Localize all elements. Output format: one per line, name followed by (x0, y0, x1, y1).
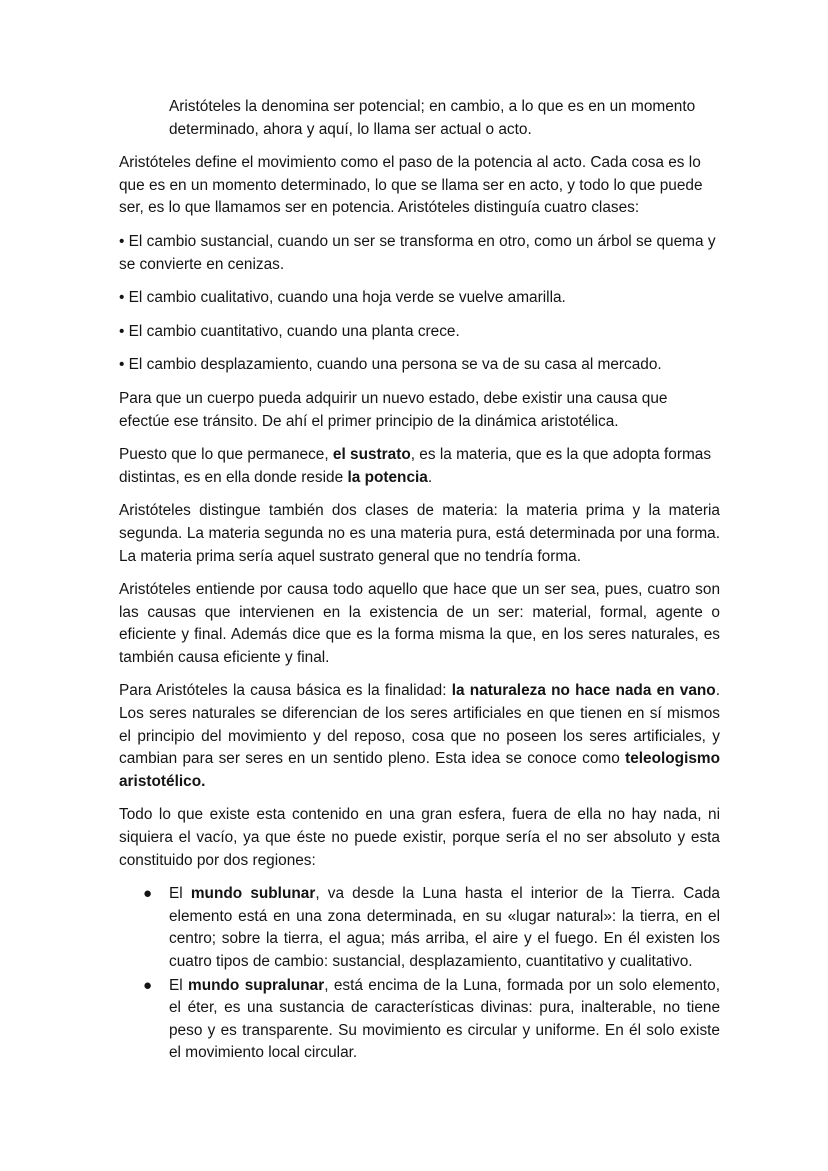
bullet-cambio-cuantitativo: • El cambio cuantitativo, cuando una planta crece. (119, 322, 460, 340)
bold-term-potencia: la potencia (347, 468, 428, 486)
paragraph-causa-transito: Para que un cuerpo pueda adquirir un nuevo estado, debe existir una causa que efectúe ese tránsito. De ahí el primer principio de la dinámica aristotélica. (119, 389, 668, 430)
bold-term-supralunar: mundo supralunar (188, 976, 325, 994)
list-item-supralunar (143, 975, 721, 1065)
paragraph-esfera: Todo lo que existe esta contenido en una gran esfera, fuera de ella no hay nada, ni siquiera el vacío, ya que éste no puede existir, porque sería el no ser absoluto y esta constituido por dos regiones: (119, 806, 720, 869)
text-run: . (427, 468, 433, 486)
list-item-sublunar (143, 883, 720, 973)
text-run: Para Aristóteles la causa básica es la finalidad: (119, 682, 452, 700)
bold-term-teleologismo: teleologismo aristotélico. (119, 750, 720, 790)
text-run: El (169, 976, 189, 994)
bold-term-sublunar: mundo sublunar (190, 885, 316, 903)
text-run: , es la materia, que es la que adopta formas distintas, es en ella donde reside (119, 446, 712, 486)
bullet-dot-icon: ● (143, 976, 153, 994)
regions-list (119, 883, 720, 1065)
bullet-cambio-desplazamiento: • El cambio desplazamiento, cuando una persona se va de su casa al mercado. (119, 356, 662, 374)
bold-term-sustrato: el sustrato (332, 446, 411, 464)
text-run: . Los seres naturales se diferencian de los seres artificiales en que tienen en sí mismos el principio del movimiento y del reposo, cosa que no poseen los seres artificiales, y cambian para ser seres en un sentido pleno. Esta idea se conoce como (119, 682, 720, 768)
text-run: , va desde la Luna hasta el interior de la Tierra. Cada elemento está en una zona determinada, en su «lugar natural»: la tierra, en el centro; sobre la tierra, el agua; más arriba, el aire y el fuego. En él existen los cuatro tipos de cambio: sustancial, desplazamiento, cuantitativo y cualitativo. (169, 885, 720, 970)
paragraph-finalidad (119, 680, 720, 793)
paragraph-causas: Aristóteles entiende por causa todo aquello que hace que un ser sea, pues, cuatro son las causas que intervienen en la existencia de un ser: material, formal, agente o eficiente y final. Además dice que es la forma misma la que, en los seres naturales, es también causa eficiente y final. (119, 581, 720, 666)
paragraph-sustrato (119, 444, 720, 489)
text-run: , está encima de la Luna, formada por un solo elemento, el éter, es una sustancia de características divinas: pura, inalterable, no tiene peso y es transparente. Su movimiento es circular y uniforme. En él solo existe el movimiento local circular. (169, 976, 721, 1062)
bullet-cambio-sustancial: • El cambio sustancial, cuando un ser se transforma en otro, como un árbol se quema y se convierte en cenizas. (119, 232, 716, 273)
bold-term-naturaleza: la naturaleza no hace nada en vano (451, 682, 716, 700)
text-run: El (169, 885, 191, 903)
indented-paragraph: Aristóteles la denomina ser potencial; en cambio, a lo que es en un momento determinado, ahora y aquí, lo llama ser actual o acto. (169, 98, 696, 138)
paragraph-movimiento: Aristóteles define el movimiento como el paso de la potencia al acto. Cada cosa es lo que es en un momento determinado, lo que se llama ser en acto, y todo lo que puede ser, es lo que llamamos ser en potencia. Aristóteles distinguía cuatro clases: (119, 154, 703, 217)
text-run: Puesto que lo que permanece, (119, 446, 333, 464)
bullet-cambio-cualitativo: • El cambio cualitativo, cuando una hoja verde se vuelve amarilla. (119, 289, 566, 307)
bullet-dot-icon: ● (143, 885, 153, 903)
paragraph-materia: Aristóteles distingue también dos clases de materia: la materia prima y la materia segunda. La materia segunda no es una materia pura, está determinada por una forma. La materia prima sería aquel sustrato general que no tendría forma. (119, 502, 720, 565)
